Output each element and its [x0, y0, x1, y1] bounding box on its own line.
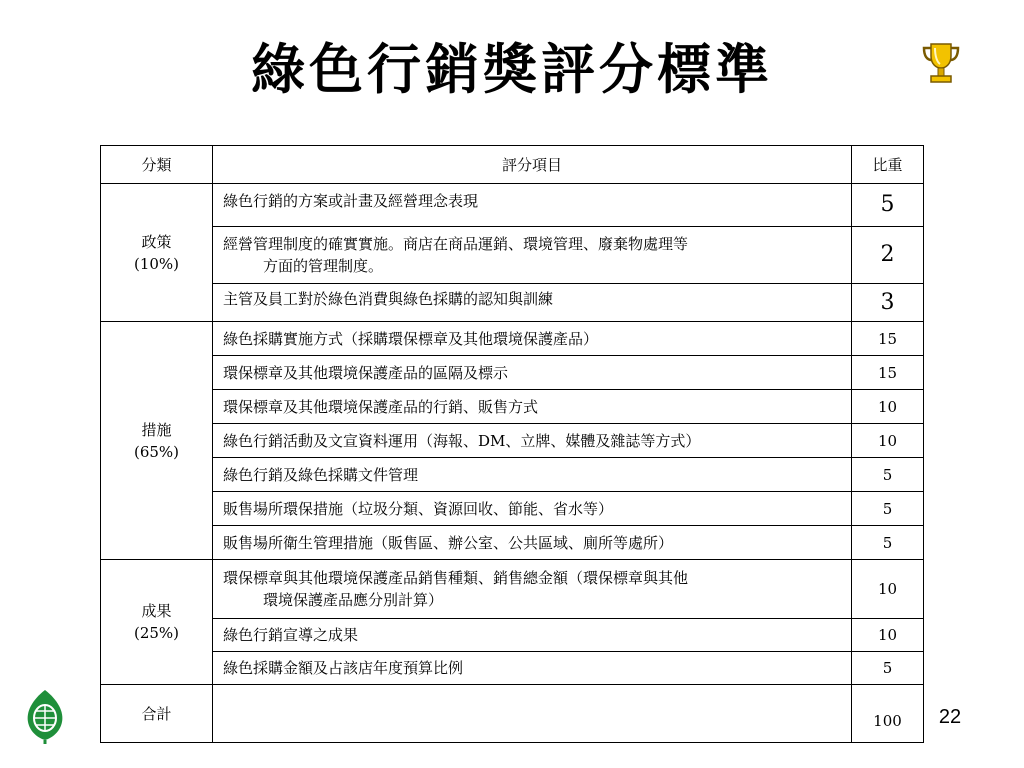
weight-cell: 5 [852, 652, 924, 685]
category-name: 成果 [141, 602, 172, 620]
category-percent: (10%) [133, 254, 180, 273]
item-text-continued: 環境保護產品應分別計算） [263, 591, 444, 609]
category-name: 措施 [141, 420, 172, 439]
weight-cell: 5 [852, 526, 924, 560]
table-row [101, 390, 924, 424]
item-cell [213, 560, 852, 619]
table-row [101, 652, 924, 685]
item-text: 經營管理制度的確實實施。商店在商品運銷、環境管理、廢棄物處理等 [223, 235, 689, 253]
table-header-row [101, 146, 924, 184]
category-percent: (25%) [133, 624, 180, 642]
category-name: 政策 [141, 232, 172, 251]
item-cell: 環保標章及其他環境保護產品的區隔及標示 [213, 356, 852, 390]
weight-cell: 15 [852, 356, 924, 390]
trophy-icon [919, 40, 963, 86]
table-row [101, 284, 924, 322]
table-row [101, 227, 924, 284]
table-row [101, 526, 924, 560]
weight-cell: 10 [852, 390, 924, 424]
category-cell-measures [101, 322, 213, 560]
table-row [101, 560, 924, 619]
table-row [101, 492, 924, 526]
category-cell-policy [101, 184, 213, 322]
category-percent: (65%) [133, 442, 180, 461]
table-row [101, 184, 924, 227]
item-cell: 綠色行銷宣導之成果 [213, 619, 852, 652]
item-text: 環保標章與其他環境保護產品銷售種類、銷售總金額（環保標章與其他 [223, 569, 689, 587]
weight-cell: 10 [852, 560, 924, 619]
item-text-continued: 方面的管理制度。 [263, 257, 384, 275]
header-item: 評分項目 [213, 146, 852, 184]
weight-cell: 5 [852, 184, 924, 227]
item-cell: 綠色採購實施方式（採購環保標章及其他環境保護產品） [213, 322, 852, 356]
header-category: 分類 [101, 146, 213, 184]
item-cell: 販售場所環保措施（垃圾分類、資源回收、節能、省水等） [213, 492, 852, 526]
category-cell-results [101, 560, 213, 685]
weight-cell: 10 [852, 424, 924, 458]
item-cell: 綠色行銷活動及文宣資料運用（海報、DM、立牌、媒體及雜誌等方式） [213, 424, 852, 458]
total-weight: 100 [852, 685, 924, 743]
total-label: 合計 [101, 685, 213, 743]
weight-cell: 5 [852, 458, 924, 492]
table-row [101, 356, 924, 390]
item-cell: 綠色行銷的方案或計畫及經營理念表現 [213, 184, 852, 227]
item-cell [213, 227, 852, 284]
weight-cell: 2 [852, 227, 924, 284]
total-item-empty [213, 685, 852, 743]
weight-cell: 15 [852, 322, 924, 356]
item-cell: 主管及員工對於綠色消費與綠色採購的認知與訓練 [213, 284, 852, 322]
item-cell: 環保標章及其他環境保護產品的行銷、販售方式 [213, 390, 852, 424]
page-number: 22 [938, 706, 962, 728]
weight-cell: 10 [852, 619, 924, 652]
green-leaf-globe-logo [24, 688, 66, 744]
header-weight: 比重 [852, 146, 924, 184]
item-cell: 販售場所衛生管理措施（販售區、辦公室、公共區域、廁所等處所） [213, 526, 852, 560]
table-row [101, 619, 924, 652]
item-cell: 綠色採購金額及占該店年度預算比例 [213, 652, 852, 685]
table-row [101, 458, 924, 492]
item-cell: 綠色行銷及綠色採購文件管理 [213, 458, 852, 492]
weight-cell: 3 [852, 284, 924, 322]
table-row [101, 322, 924, 356]
scoring-table [100, 145, 924, 743]
total-row [101, 685, 924, 743]
weight-cell: 5 [852, 492, 924, 526]
page-title: 綠色行銷獎評分標準 [251, 37, 773, 101]
table-row [101, 424, 924, 458]
